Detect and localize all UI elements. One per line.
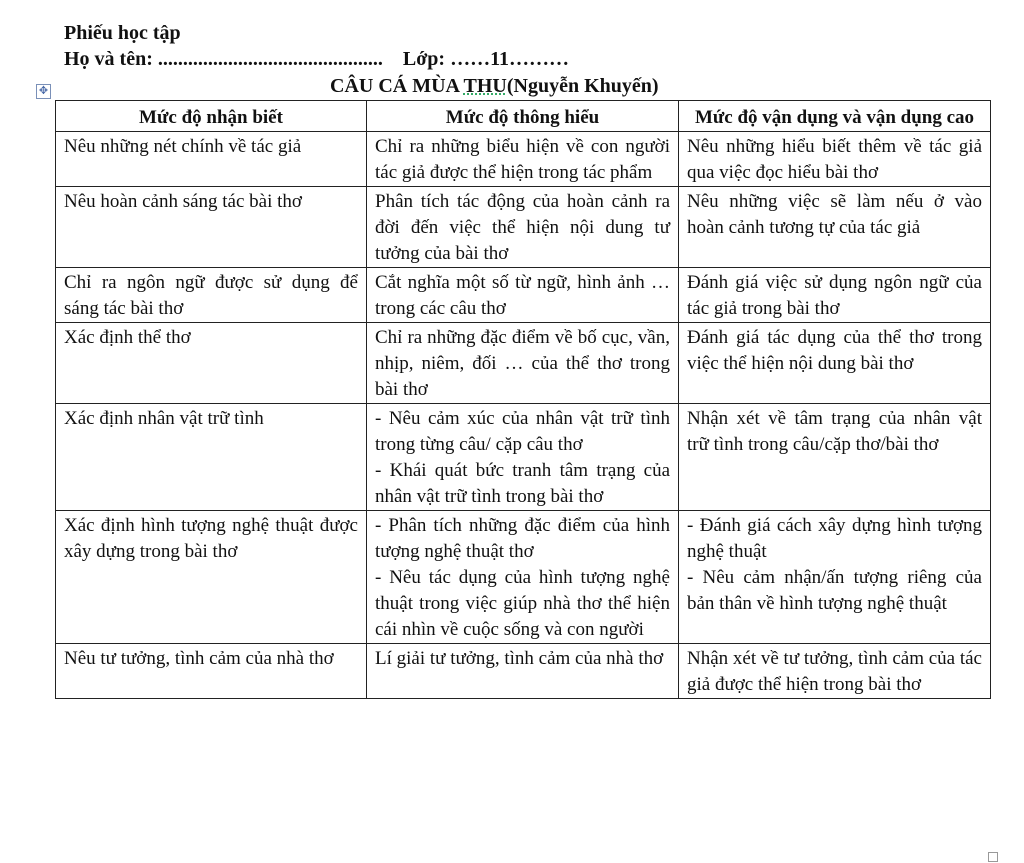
cell-paragraph: Nêu những việc sẽ làm nếu ở vào hoàn cảnh tương tự của tác giả [687, 191, 982, 238]
cell-recognition [56, 132, 367, 187]
cell-paragraph: Chỉ ra ngôn ngữ được sử dụng để sáng tác bài thơ [64, 272, 358, 319]
table-row [56, 404, 991, 511]
cell-paragraph: Xác định nhân vật trữ tình [64, 408, 264, 429]
student-name-field[interactable]: Họ và tên: ............................................. [64, 48, 383, 70]
table-row [56, 511, 991, 644]
cell-application [679, 404, 991, 511]
cell-paragraph: - Nêu tác dụng của hình tượng nghệ thuật trong việc giúp nhà thơ thể hiện cái nhìn về cuộc sống và con người [375, 567, 670, 640]
header-application: Mức độ vận dụng và vận dụng cao [679, 101, 991, 132]
cell-paragraph: Đánh giá việc sử dụng ngôn ngữ của tác giả trong bài thơ [687, 272, 982, 319]
table-row [56, 132, 991, 187]
cell-application [679, 132, 991, 187]
title-suffix: (Nguyễn Khuyến) [506, 75, 659, 97]
header-row [56, 101, 991, 132]
cell-paragraph: Nêu tư tưởng, tình cảm của nhà thơ [64, 648, 334, 669]
table-row [56, 187, 991, 268]
table-row [56, 268, 991, 323]
cell-comprehension [367, 511, 679, 644]
assessment-table [55, 100, 991, 699]
cell-paragraph: Chỉ ra những đặc điểm về bố cục, vần, nhịp, niêm, đối … của thể thơ trong bài thơ [375, 327, 670, 400]
cell-paragraph: - Đánh giá cách xây dựng hình tượng nghệ thuật [687, 515, 982, 562]
title-prefix: CÂU CÁ MÙA [330, 75, 464, 97]
cell-paragraph: Nhận xét về tâm trạng của nhân vật trữ tình trong câu/cặp thơ/bài thơ [687, 408, 982, 455]
cell-recognition [56, 323, 367, 404]
cell-application [679, 187, 991, 268]
cell-application [679, 511, 991, 644]
cell-paragraph: Nêu hoàn cảnh sáng tác bài thơ [64, 191, 302, 212]
cell-paragraph: - Nêu cảm xúc của nhân vật trữ tình trong từng câu/ cặp câu thơ [375, 408, 670, 455]
cell-paragraph: Cắt nghĩa một số từ ngữ, hình ảnh … trong các câu thơ [375, 272, 670, 319]
worksheet-title: Phiếu học tập [64, 22, 181, 44]
cell-paragraph: Phân tích tác động của hoàn cảnh ra đời đến việc thể hiện nội dung tư tưởng của bài thơ [375, 191, 670, 264]
cell-paragraph: - Khái quát bức tranh tâm trạng của nhân vật trữ tình trong bài thơ [375, 460, 670, 507]
cell-comprehension [367, 404, 679, 511]
cell-paragraph: Nêu những hiểu biết thêm về tác giả qua việc đọc hiểu bài thơ [687, 136, 982, 183]
cell-recognition [56, 511, 367, 644]
cell-comprehension [367, 132, 679, 187]
cell-recognition [56, 268, 367, 323]
cell-recognition [56, 404, 367, 511]
cell-comprehension [367, 187, 679, 268]
table-resize-handle[interactable] [988, 852, 998, 862]
cell-paragraph: Nhận xét về tư tưởng, tình cảm của tác giả được thể hiện trong bài thơ [687, 648, 982, 695]
class-field[interactable]: Lớp: ……11……… [402, 48, 569, 70]
table-row [56, 644, 991, 699]
cell-recognition [56, 644, 367, 699]
header-comprehension: Mức độ thông hiểu [367, 101, 679, 132]
document-title [330, 75, 659, 98]
cell-paragraph: - Phân tích những đặc điểm của hình tượng nghệ thuật thơ [375, 515, 670, 562]
cell-comprehension [367, 323, 679, 404]
cell-application [679, 644, 991, 699]
table-move-icon[interactable]: ✥ [36, 84, 51, 99]
cell-paragraph: - Nêu cảm nhận/ấn tượng riêng của bản thân về hình tượng nghệ thuật [687, 567, 982, 614]
table-row [56, 323, 991, 404]
cell-application [679, 268, 991, 323]
title-underlined: THU [463, 75, 507, 97]
cell-recognition [56, 187, 367, 268]
cell-paragraph: Đánh giá tác dụng của thể thơ trong việc thể hiện nội dung bài thơ [687, 327, 982, 374]
cell-comprehension [367, 644, 679, 699]
header-recognition: Mức độ nhận biết [56, 101, 367, 132]
cell-application [679, 323, 991, 404]
cell-paragraph: Xác định thể thơ [64, 327, 191, 348]
cell-paragraph: Xác định hình tượng nghệ thuật được xây dựng trong bài thơ [64, 515, 358, 562]
cell-paragraph: Nêu những nét chính về tác giả [64, 136, 302, 157]
cell-paragraph: Lí giải tư tưởng, tình cảm của nhà thơ [375, 648, 664, 669]
cell-comprehension [367, 268, 679, 323]
cell-paragraph: Chỉ ra những biểu hiện về con người tác giả được thể hiện trong tác phẩm [375, 136, 670, 183]
name-class-row [64, 48, 569, 71]
